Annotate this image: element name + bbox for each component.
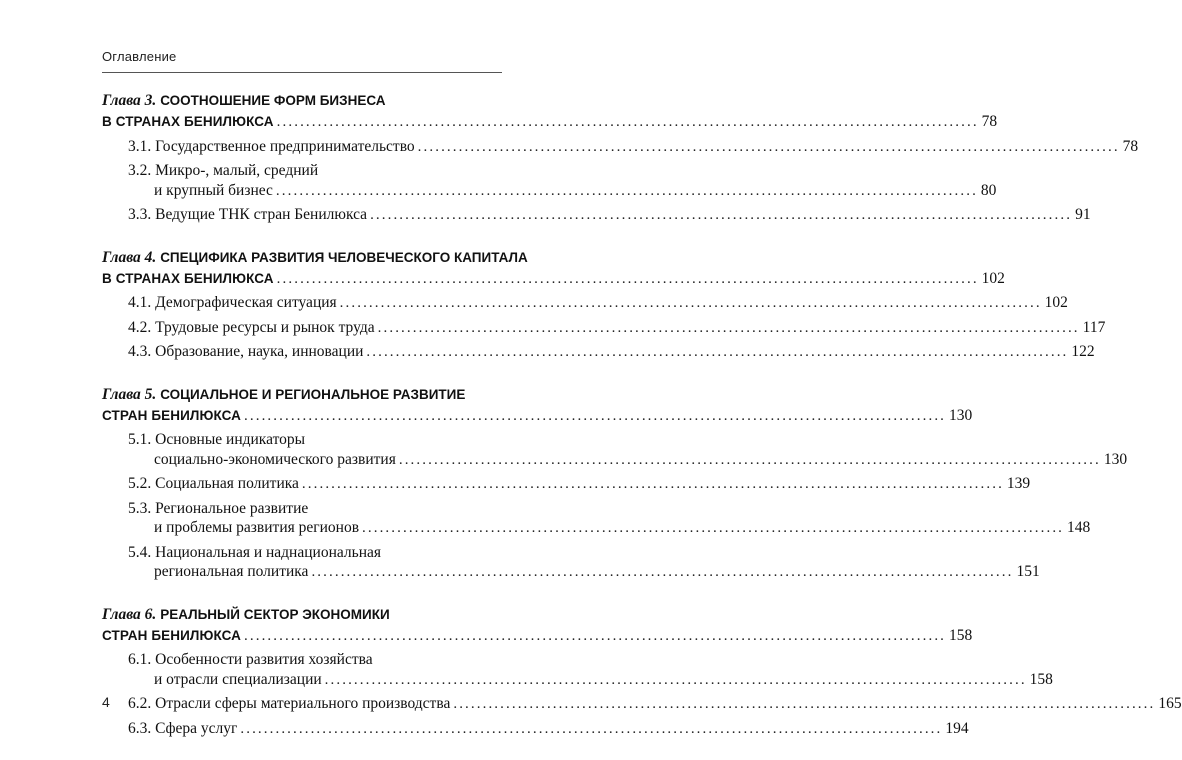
- section-title: 4.2. Трудовые ресурсы и рынок труда: [128, 318, 375, 336]
- table-of-contents: [102, 90, 1182, 760]
- header-rule: [102, 72, 502, 73]
- section-entry[interactable]: [102, 137, 1139, 158]
- section-entry[interactable]: [102, 499, 1091, 539]
- chapter-entry: [102, 90, 1139, 226]
- page-ref: 130: [949, 406, 973, 424]
- section-entry[interactable]: [102, 205, 1091, 226]
- chapter-label: Глава 5.: [102, 385, 157, 403]
- section-title: 3.1. Государственное предпринимательство: [128, 137, 415, 155]
- dot-leader: ........................................................................................................................: [276, 270, 979, 287]
- page-ref: 151: [1016, 563, 1040, 580]
- section-title-continued: и крупный бизнес: [154, 181, 273, 199]
- page-ref: 165: [1158, 695, 1182, 712]
- section-title-continued: региональная политика: [154, 563, 309, 580]
- page-ref: 139: [1006, 475, 1031, 492]
- dot-leader: ........................................................................................................................: [240, 720, 943, 737]
- page-ref: 91: [1075, 206, 1091, 223]
- chapter-entry: [102, 604, 1182, 740]
- chapter-entry: [102, 247, 1106, 363]
- chapter-entry: [102, 384, 1128, 583]
- section-entry[interactable]: [102, 474, 1031, 495]
- section-title: 6.3. Сфера услуг: [128, 719, 238, 737]
- section-title: 5.1. Основные индикаторы: [128, 431, 306, 448]
- page-ref: 122: [1071, 343, 1095, 360]
- dot-leader: ........................................................................................................................: [370, 207, 1073, 223]
- section-title: 3.3. Ведущие ТНК стран Бенилюкса: [128, 206, 368, 223]
- section-title: 3.2. Микро-, малый, средний: [128, 162, 319, 179]
- section-title-continued: и проблемы развития регионов: [154, 519, 360, 536]
- running-head: Оглавление: [102, 49, 177, 64]
- section-entry[interactable]: [102, 650, 1053, 690]
- page-ref: 78: [1122, 137, 1139, 155]
- section-entry[interactable]: [102, 342, 1095, 363]
- section-entry[interactable]: [102, 318, 1106, 339]
- chapter-title-continued: В СТРАНАХ БЕНИЛЮКСА: [102, 270, 274, 286]
- chapter-label: Глава 3.: [102, 92, 157, 109]
- page-ref: 78: [981, 113, 998, 130]
- dot-leader: ........................................................................................................................: [362, 520, 1065, 536]
- chapter-heading: [102, 247, 528, 269]
- chapter-title-line[interactable]: [102, 269, 1005, 290]
- page-ref: 130: [1103, 450, 1128, 468]
- dot-leader: ........................................................................................................................: [276, 114, 979, 130]
- page-ref: 117: [1082, 318, 1106, 336]
- chapter-title-line[interactable]: [102, 112, 998, 133]
- dot-leader: ........................................................................................................................: [244, 407, 947, 424]
- dot-leader: ........................................................................................................................: [377, 319, 1080, 336]
- chapter-title: СПЕЦИФИКА РАЗВИТИЯ ЧЕЛОВЕЧЕСКОГО КАПИТАЛА: [160, 249, 528, 265]
- chapter-title-continued: В СТРАНАХ БЕНИЛЮКСА: [102, 114, 274, 129]
- dot-leader: ........................................................................................................................: [244, 627, 947, 644]
- page-ref: 102: [981, 269, 1005, 287]
- dot-leader: ........................................................................................................................: [398, 451, 1101, 468]
- dot-leader: ........................................................................................................................: [339, 295, 1042, 311]
- section-title-continued: и отрасли специализации: [154, 670, 322, 688]
- page-ref: 80: [980, 181, 997, 199]
- dot-leader: ........................................................................................................................: [324, 671, 1027, 688]
- section-title: 4.1. Демографическая ситуация: [128, 294, 337, 311]
- section-entry[interactable]: [102, 293, 1068, 314]
- section-title-continued: социально-экономического развития: [154, 450, 396, 468]
- section-title: 6.2. Отрасли сферы материального производства: [128, 695, 451, 712]
- section-title: 6.1. Особенности развития хозяйства: [128, 651, 373, 668]
- section-title: 5.4. Национальная и наднациональная: [128, 543, 381, 561]
- chapter-title-line[interactable]: [102, 406, 973, 427]
- page-number: 4: [102, 694, 110, 710]
- chapter-label: Глава 6.: [102, 605, 157, 623]
- chapter-title-line[interactable]: [102, 626, 973, 647]
- dot-leader: ........................................................................................................................: [311, 564, 1014, 580]
- page-ref: 158: [949, 626, 973, 644]
- chapter-label: Глава 4.: [102, 248, 157, 266]
- chapter-title-continued: СТРАН БЕНИЛЮКСА: [102, 407, 242, 423]
- section-title: 4.3. Образование, наука, инновации: [128, 343, 364, 360]
- page-ref: 158: [1029, 670, 1053, 688]
- section-entry[interactable]: [102, 161, 997, 201]
- page-ref: 194: [945, 719, 969, 737]
- dot-leader: ........................................................................................................................: [417, 138, 1120, 155]
- chapter-heading: [102, 90, 500, 112]
- page-ref: 148: [1067, 519, 1091, 536]
- chapter-title: СООТНОШЕНИЕ ФОРМ БИЗНЕСА: [160, 93, 386, 108]
- section-entry[interactable]: [102, 430, 1128, 470]
- chapter-heading: [102, 604, 500, 626]
- section-title: 5.3. Региональное развитие: [128, 499, 309, 517]
- section-entry[interactable]: [102, 694, 1182, 715]
- dot-leader: ........................................................................................................................: [301, 476, 1004, 492]
- page-ref: 102: [1044, 294, 1068, 311]
- section-entry[interactable]: [102, 543, 1040, 583]
- section-title: 5.2. Социальная политика: [128, 475, 299, 492]
- dot-leader: ........................................................................................................................: [275, 182, 978, 199]
- chapter-title-continued: СТРАН БЕНИЛЮКСА: [102, 627, 242, 643]
- dot-leader: ........................................................................................................................: [366, 344, 1069, 360]
- section-entry[interactable]: [102, 719, 969, 740]
- chapter-title: СОЦИАЛЬНОЕ И РЕГИОНАЛЬНОЕ РАЗВИТИЕ: [160, 386, 466, 402]
- dot-leader: ........................................................................................................................: [453, 696, 1156, 712]
- chapter-heading: [102, 384, 500, 406]
- chapter-title: РЕАЛЬНЫЙ СЕКТОР ЭКОНОМИКИ: [160, 606, 390, 622]
